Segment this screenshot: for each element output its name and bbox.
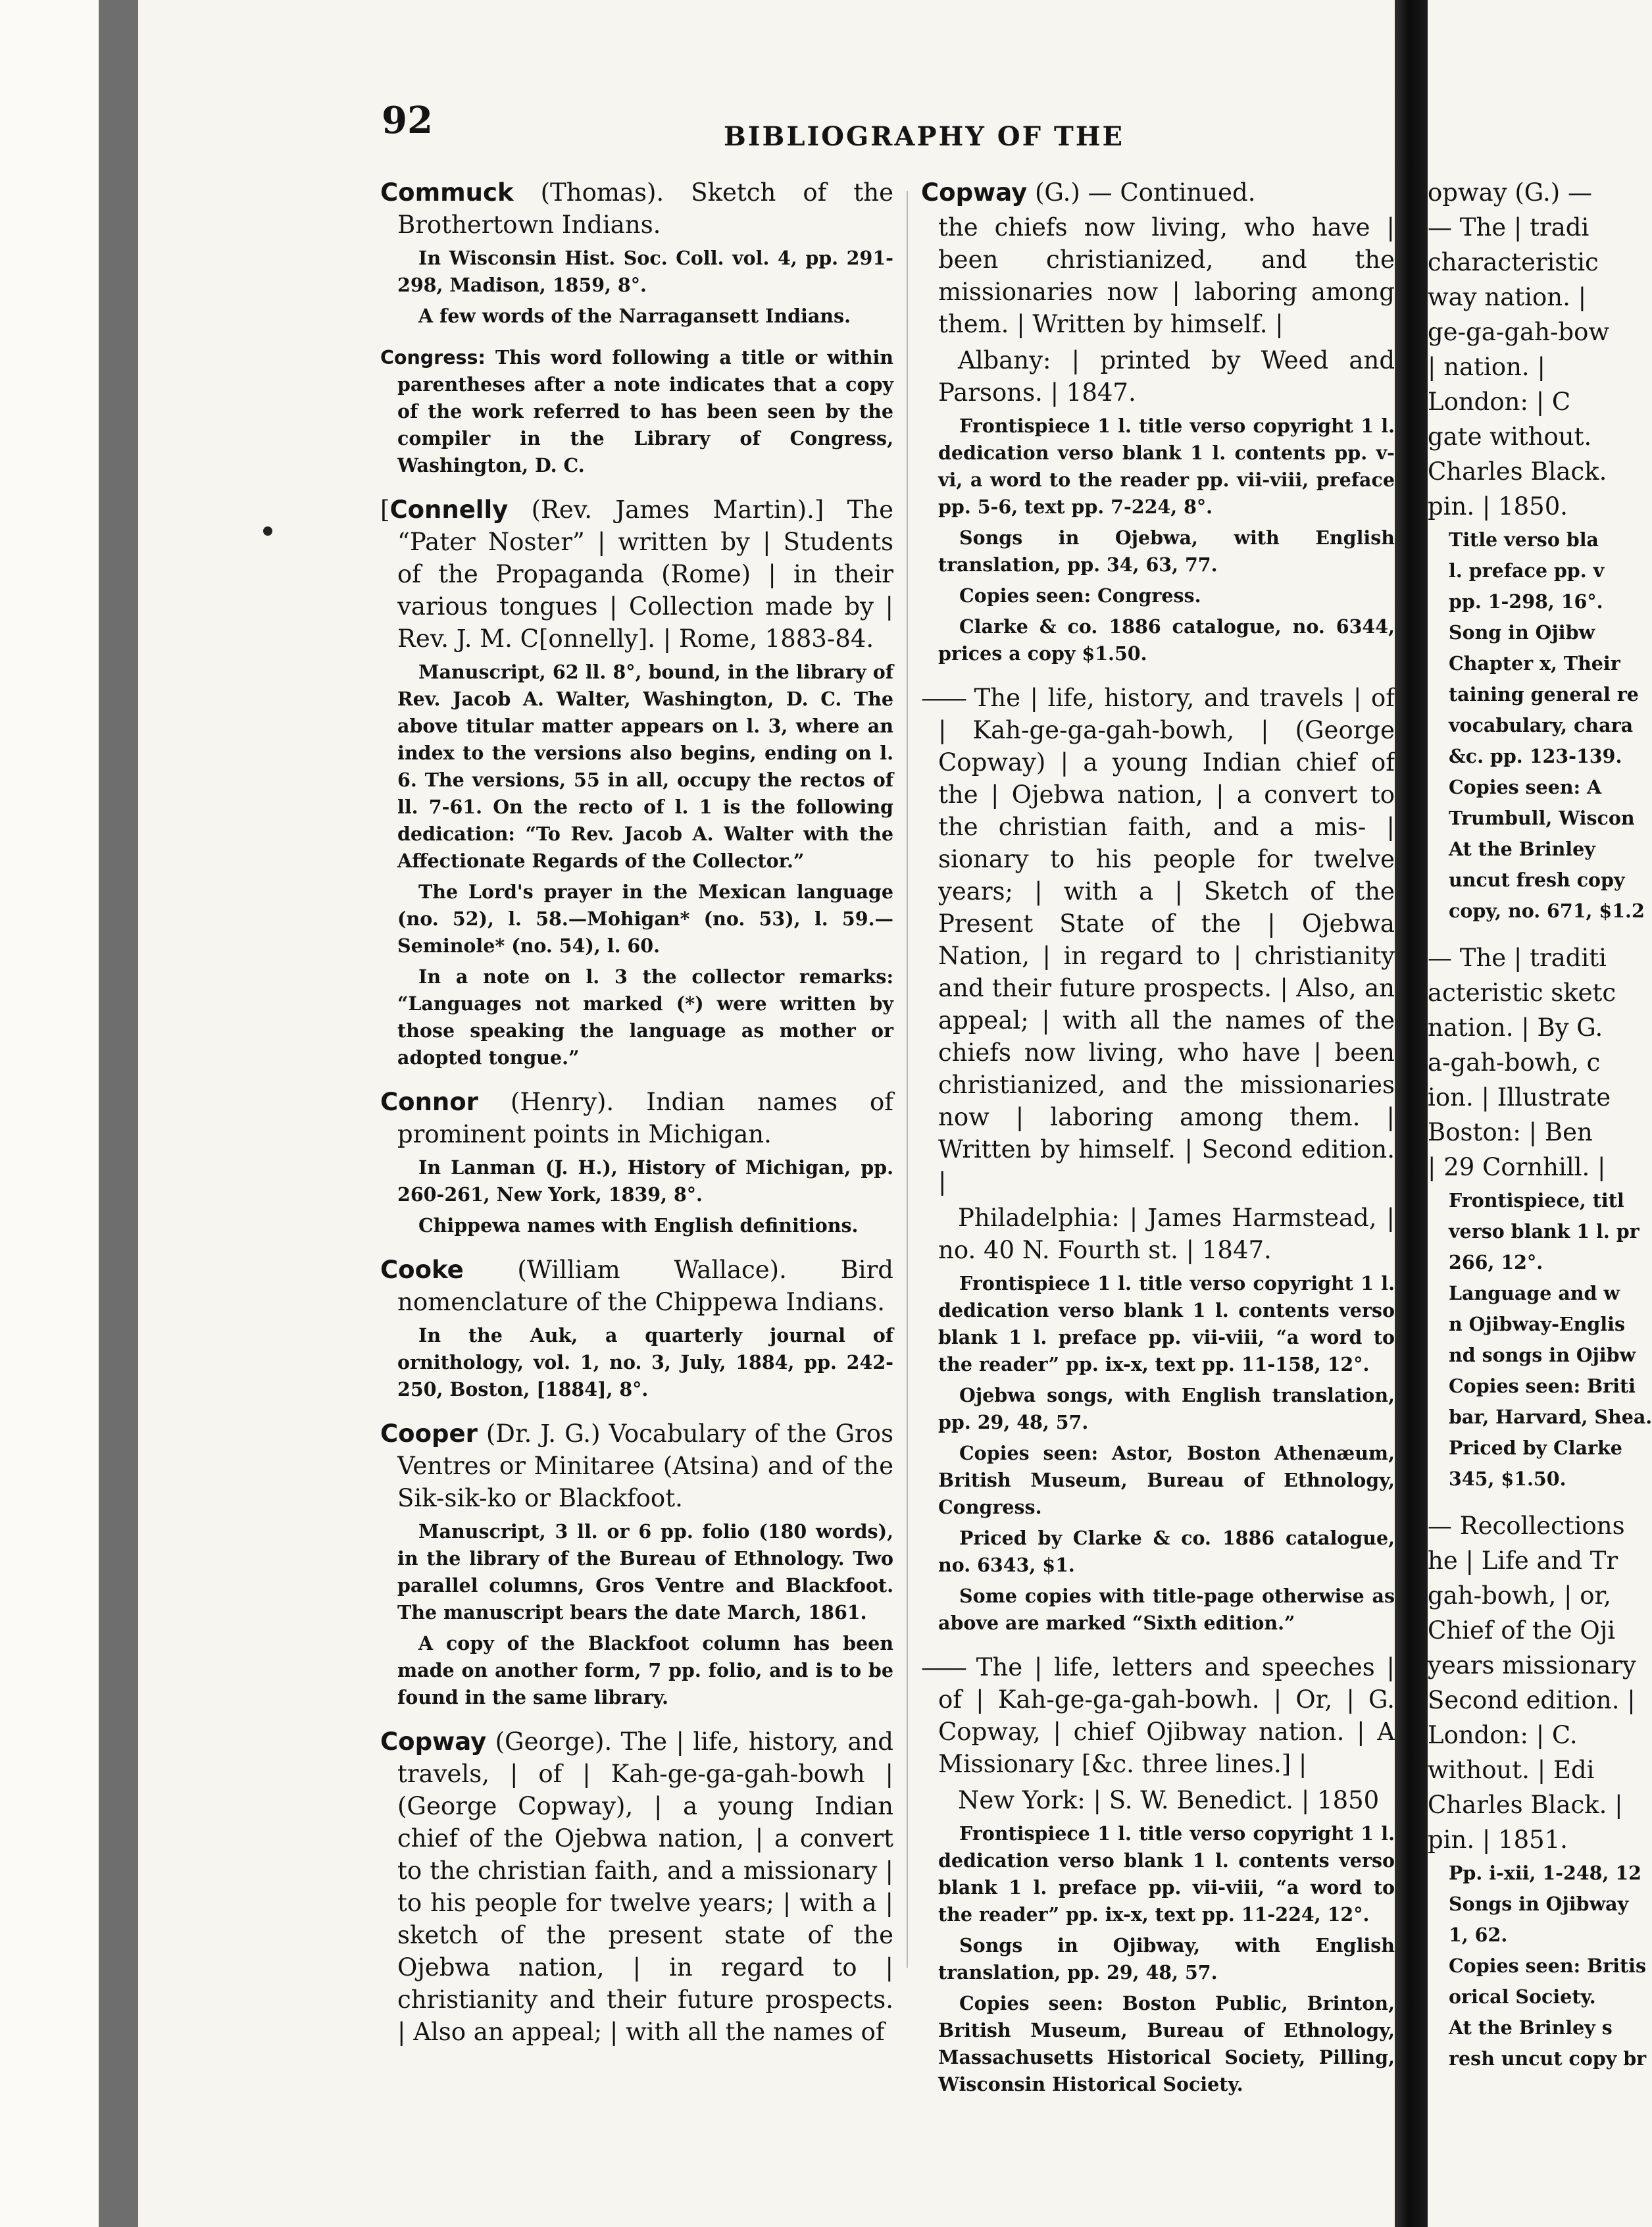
cropped-line: bar, Harvard, Shea. bbox=[1449, 1406, 1652, 1428]
cropped-line: Copies seen: Briti bbox=[1449, 1375, 1636, 1397]
title-text: (William Wallace). Bird nomenclature of the Chippewa Indians. bbox=[397, 1256, 893, 1316]
entry-heading bbox=[921, 176, 1395, 209]
note: Frontispiece 1 l. title verso copyright 1 l. dedication verso blank 1 l. contents verso blank 1 l. preface pp. vii-viii, “a word to the reader” pp. ix-x, text pp. 11-224, 12°. bbox=[938, 1822, 1395, 1926]
note: In Wisconsin Hist. Soc. Coll. vol. 4, pp. 291-298, Madison, 1859, 8°. bbox=[397, 247, 893, 296]
cropped-line: Boston: | Ben bbox=[1428, 1118, 1593, 1146]
entry-heading bbox=[380, 1086, 893, 1150]
running-head: BIBLIOGRAPHY OF THE bbox=[724, 121, 1125, 152]
column-1 bbox=[380, 176, 893, 2046]
note: Songs in Ojibway, with English translation, pp. 29, 48, 57. bbox=[938, 1934, 1395, 1984]
cropped-line: n Ojibway-Englis bbox=[1449, 1313, 1625, 1335]
cropped-line: l. preface pp. v bbox=[1449, 559, 1605, 582]
title-text: (Thomas). Sketch of the Brothertown Indians. bbox=[397, 178, 893, 239]
cropped-line: years missionary bbox=[1428, 1651, 1636, 1679]
cropped-line: orical Society. bbox=[1449, 1985, 1596, 2008]
cropped-line: &c. pp. 123-139. bbox=[1449, 745, 1622, 767]
entry-heading bbox=[380, 1726, 893, 2048]
cropped-line: verso blank 1 l. pr bbox=[1449, 1220, 1639, 1242]
definition-text: This word following a title or within parentheses after a note indicates that a copy of the work referred to has been seen by the compiler in the Library of Congress, Washington, D. C. bbox=[397, 346, 893, 476]
cropped-line: gate without. bbox=[1428, 422, 1592, 451]
cropped-line: characteristic bbox=[1428, 248, 1599, 276]
cropped-line: copy, no. 671, $1.2 bbox=[1449, 900, 1645, 922]
note: In Lanman (J. H.), History of Michigan, pp. 260-261, New York, 1839, 8°. bbox=[397, 1156, 893, 1206]
cropped-line: — Recollections bbox=[1428, 1512, 1625, 1540]
cropped-line: 1, 62. bbox=[1449, 1924, 1508, 1946]
note: Manuscript, 3 ll. or 6 pp. folio (180 words), in the library of the Bureau of Ethnology. Two parallel columns, Gros Ventre and Blackfoot. The manuscript bears the date March, 1861. bbox=[397, 1520, 893, 1624]
entry-heading bbox=[380, 494, 893, 655]
cropped-line: 345, $1.50. bbox=[1449, 1468, 1566, 1490]
note: Frontispiece 1 l. title verso copyright 1 l. dedication verso blank 1 l. contents pp. v-vi, a word to the reader pp. vii-viii, preface pp. 5-6, text pp. 7-224, 8°. bbox=[938, 415, 1395, 518]
cropped-line: nation. | By G. bbox=[1428, 1013, 1603, 1042]
note: In the Auk, a quarterly journal of ornithology, vol. 1, no. 3, July, 1884, pp. 242-250, Boston, [1884], 8°. bbox=[397, 1324, 893, 1400]
continued-label: (G.) — Continued. bbox=[1027, 178, 1256, 207]
cropped-line: At the Brinley bbox=[1449, 838, 1595, 860]
cropped-line: Frontispiece, titl bbox=[1449, 1189, 1624, 1212]
title-text: (Henry). Indian names of prominent points in Michigan. bbox=[397, 1088, 893, 1148]
entry-heading bbox=[921, 1651, 1395, 1780]
entry-congress-definition bbox=[380, 344, 893, 479]
bracket: [ bbox=[380, 496, 390, 524]
note: Manuscript, 62 ll. 8°, bound, in the library of Rev. Jacob A. Walter, Washington, D. C. The above titular matter appears on l. 3, where an index to the versions also begins, ending on l. 6. The versions, 55 in all, occupy the rectos of ll. 7-61. On the recto of l. 1 is the following dedication: “To Rev. Jacob A. Walter with the Affectionate Regards of the Collector.” bbox=[397, 661, 893, 872]
cropped-line: Songs in Ojibway bbox=[1449, 1893, 1629, 1915]
entry-cooke bbox=[380, 1254, 893, 1403]
title-text: (George). The | life, history, and travels, | of | Kah-ge-ga-gah-bowh | (George Copway), | a young Indian chief of the Ojebwa nation, | a convert to the christian faith, and a missionary | to his people for twelve years; | with a | sketch of the present state of the Ojebwa nation, | in regard to | christianity and their future prospects. | Also an appeal; | with all the names of bbox=[397, 1728, 893, 2046]
cropped-line: At the Brinley s bbox=[1449, 2016, 1613, 2039]
cropped-line: Charles Black. | bbox=[1428, 1791, 1623, 1819]
entry-copway-second-edition bbox=[921, 682, 1395, 1637]
cropped-line: Chapter x, Their bbox=[1449, 652, 1620, 675]
cropped-line: Trumbull, Wiscon bbox=[1449, 807, 1635, 829]
definition-term: Congress: bbox=[380, 347, 486, 369]
note: A few words of the Narragansett Indians. bbox=[418, 305, 851, 327]
note: Songs in Ojebwa, with English translation, pp. 34, 63, 77. bbox=[938, 526, 1395, 576]
column-2 bbox=[921, 176, 1395, 2095]
author-name: Commuck bbox=[380, 178, 514, 207]
cropped-line: resh uncut copy br bbox=[1449, 2047, 1647, 2070]
note: Frontispiece 1 l. title verso copyright 1 l. dedication verso blank 1 l. contents verso blank 1 l. preface pp. vii-viii, “a word to the reader” pp. ix-x, text pp. 11-158, 12°. bbox=[938, 1272, 1395, 1375]
cropped-line: a-gah-bowh, c bbox=[1428, 1048, 1601, 1077]
cropped-line: Copies seen: A bbox=[1449, 776, 1602, 798]
cropped-line: Language and w bbox=[1449, 1282, 1620, 1304]
entry-copway-continued bbox=[921, 176, 1395, 667]
note: Copies seen: Boston Public, Brinton, British Museum, Bureau of Ethnology, Massachusetts Historical Society, Pilling, Wisconsin Historical Society. bbox=[938, 1992, 1395, 2095]
cropped-line: Copies seen: Britis bbox=[1449, 1955, 1646, 1977]
cropped-line: ion. | Illustrate bbox=[1428, 1083, 1611, 1112]
author-name: Connelly bbox=[389, 496, 509, 524]
ink-spot bbox=[263, 526, 272, 536]
cropped-line: — The | tradi bbox=[1428, 213, 1589, 242]
author-name: Cooke bbox=[380, 1256, 464, 1284]
column-rule bbox=[907, 191, 908, 1968]
cropped-line: | 29 Cornhill. | bbox=[1428, 1153, 1606, 1181]
entry-copway-life-letters bbox=[921, 1651, 1395, 2098]
author-name: Copway bbox=[921, 178, 1028, 207]
note: The Lord's prayer in the Mexican language (no. 52), l. 58.—Mohigan* (no. 53), l. 59.—Seminole* (no. 54), l. 60. bbox=[397, 881, 893, 957]
cropped-line: Chief of the Oji bbox=[1428, 1616, 1616, 1645]
entry-copway bbox=[380, 1726, 893, 2048]
cropped-line: uncut fresh copy bbox=[1449, 869, 1625, 891]
entry-heading bbox=[380, 1418, 893, 1514]
entry-heading bbox=[921, 682, 1395, 1198]
entry-heading bbox=[380, 1254, 893, 1318]
author-name: Cooper bbox=[380, 1420, 478, 1448]
cropped-line: Charles Black. bbox=[1428, 457, 1607, 486]
definition bbox=[380, 344, 893, 479]
ditto-dash: —— bbox=[921, 684, 964, 712]
cropped-line: — The | traditi bbox=[1428, 944, 1607, 972]
cropped-line: Song in Ojibw bbox=[1449, 621, 1595, 644]
title-continuation: the chiefs now living, who have | been christianized, and the missionaries now | laboring among them. | Written by himself. | bbox=[938, 213, 1395, 338]
cropped-line: pin. | 1850. bbox=[1428, 492, 1568, 521]
cropped-line: opway (G.) — bbox=[1428, 178, 1592, 207]
cropped-line: Second edition. | bbox=[1428, 1686, 1636, 1714]
page-number: 92 bbox=[382, 99, 433, 142]
cropped-line: nd songs in Ojibw bbox=[1449, 1344, 1636, 1366]
note: Clarke & co. 1886 catalogue, no. 6344, prices a copy $1.50. bbox=[938, 615, 1395, 665]
title-text: (Dr. J. G.) Vocabulary of the Gros Ventres or Minitaree (Atsina) and of the Sik-sik-ko or Blackfoot. bbox=[397, 1420, 893, 1512]
note: Copies seen: Astor, Boston Athenæum, British Museum, Bureau of Ethnology, Congress. bbox=[938, 1442, 1395, 1518]
cropped-line: he | Life and Tr bbox=[1428, 1547, 1618, 1575]
entry-connor bbox=[380, 1086, 893, 1239]
author-name: Copway bbox=[380, 1728, 487, 1756]
note: In a note on l. 3 the collector remarks: “Languages not marked (*) were written by those speaking the language as mother or adopted tongue.” bbox=[397, 965, 893, 1069]
cropped-line: London: | C. bbox=[1428, 1721, 1578, 1749]
ditto-dash: —— bbox=[921, 1653, 964, 1681]
page-edge-shadow bbox=[99, 0, 138, 2227]
note: Priced by Clarke & co. 1886 catalogue, no. 6343, $1. bbox=[938, 1527, 1395, 1576]
title-text: The | life, letters and speeches | of | Kah-ge-ga-gah-bowh. | Or, | G. Copway, | chief Ojibway nation. | A Missionary [&c. three lines.] | bbox=[938, 1653, 1395, 1778]
title-text: (Rev. James Martin).] The “Pater Noster” | written by | Students of the Propaganda (Rome) | in their various tongues | Collection made by | Rev. J. M. C[onnelly]. | Rome, 1883-84. bbox=[397, 496, 893, 653]
cropped-line: vocabulary, chara bbox=[1449, 714, 1634, 736]
note: A copy of the Blackfoot column has been made on another form, 7 pp. folio, and is to be found in the same library. bbox=[397, 1632, 893, 1708]
entry-commuck bbox=[380, 176, 893, 330]
entry-cooper bbox=[380, 1418, 893, 1711]
imprint: New York: | S. W. Benedict. | 1850 bbox=[958, 1786, 1380, 1814]
entry-heading bbox=[380, 176, 893, 241]
imprint: Albany: | printed by Weed and Parsons. | 1847. bbox=[938, 346, 1395, 407]
cropped-line: ge-ga-gah-bow bbox=[1428, 318, 1610, 346]
note: Chippewa names with English definitions. bbox=[418, 1214, 859, 1237]
cropped-line: acteristic sketc bbox=[1428, 979, 1616, 1007]
cropped-line: | nation. | bbox=[1428, 353, 1545, 381]
cropped-line: pp. 1-298, 16°. bbox=[1449, 590, 1603, 613]
title-text: The | life, history, and travels | of | Kah-ge-ga-gah-bowh, | (George Copway) | a young Indian chief of the | Ojebwa nation, | a convert to the christian faith, and a mis- | sionary to his people for twelve years; | with a | Sketch of the Present State of the | Ojebwa Nation, | in regard to | christianity and their future prospects. | Also, an appeal; | with all the names of the chiefs now living, who have | been christianized, and the missionaries now | laboring among them. | Written by himself. | Second edition. | bbox=[938, 684, 1395, 1196]
cropped-line: Title verso bla bbox=[1449, 528, 1599, 551]
cropped-line: way nation. | bbox=[1428, 283, 1587, 311]
cropped-line: pin. | 1851. bbox=[1428, 1826, 1568, 1854]
author-name: Connor bbox=[380, 1088, 478, 1116]
cropped-line: gah-bowh, | or, bbox=[1428, 1581, 1611, 1610]
cropped-line: London: | C bbox=[1428, 388, 1571, 416]
note: Ojebwa songs, with English translation, pp. 29, 48, 57. bbox=[938, 1384, 1395, 1433]
entry-connelly bbox=[380, 494, 893, 1071]
note: Copies seen: Congress. bbox=[959, 584, 1201, 607]
column-3-cropped bbox=[1428, 176, 1652, 2070]
cropped-line: without. | Edi bbox=[1428, 1756, 1595, 1784]
note: Some copies with title-page otherwise as above are marked “Sixth edition.” bbox=[938, 1585, 1395, 1634]
cropped-line: Pp. i-xii, 1-248, 12 bbox=[1449, 1862, 1642, 1884]
cropped-line: taining general re bbox=[1449, 683, 1639, 705]
cropped-line: Priced by Clarke bbox=[1449, 1437, 1622, 1459]
gutter-shadow bbox=[1395, 0, 1428, 2227]
cropped-line: 266, 12°. bbox=[1449, 1251, 1543, 1273]
imprint: Philadelphia: | James Harmstead, | no. 40 N. Fourth st. | 1847. bbox=[938, 1204, 1395, 1264]
